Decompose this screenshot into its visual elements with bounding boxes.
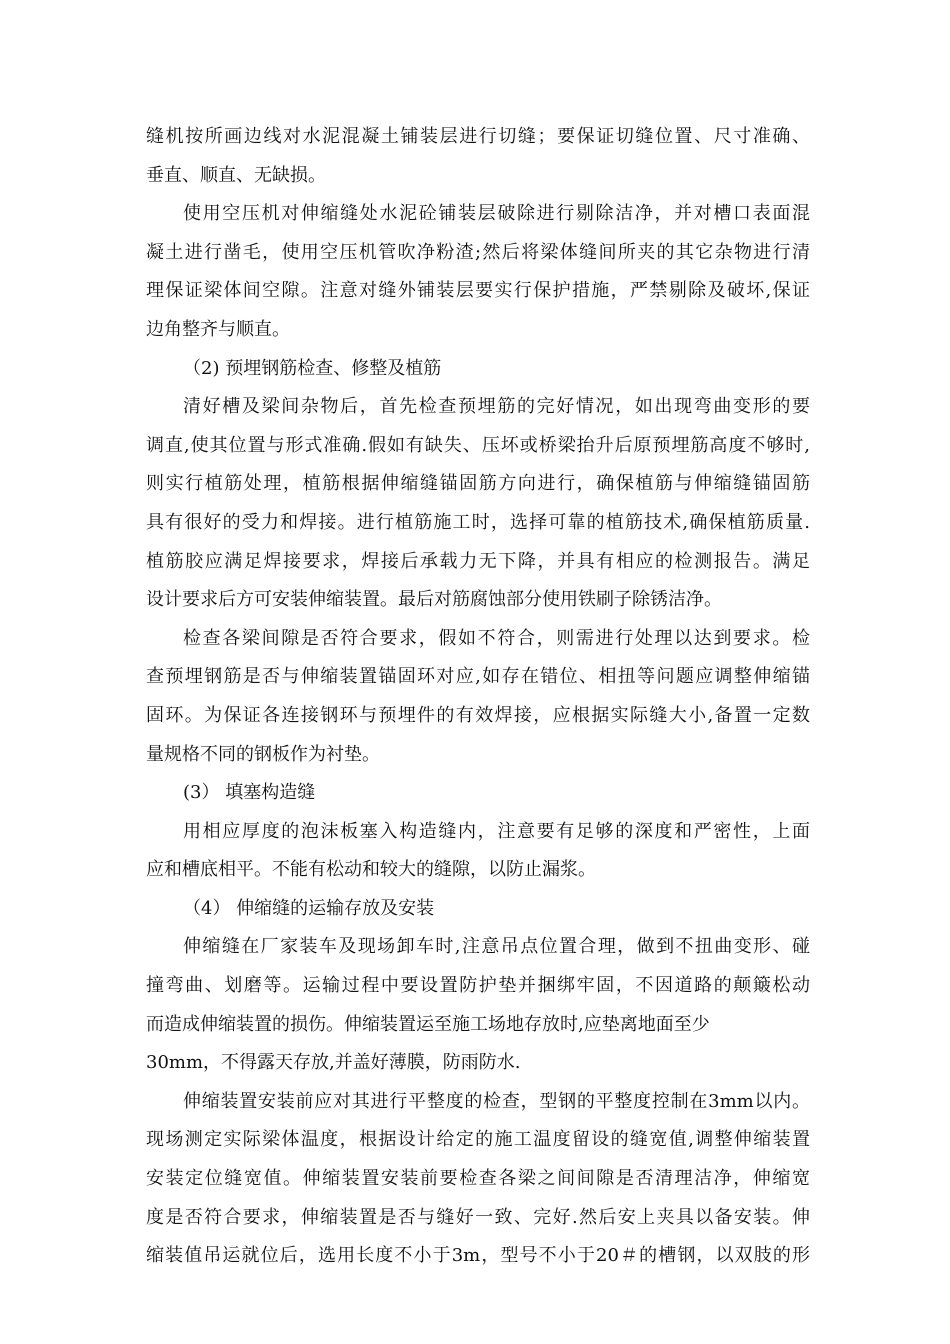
text-line: 使用空压机对伸缩缝处水泥砼铺装层破除进行剔除洁净，并对槽口表面混 [183, 203, 810, 225]
text-line: 30mm，不得露天存放,并盖好薄膜，防雨防水. [146, 1052, 521, 1074]
document-body [146, 118, 810, 1276]
text-line: 应和槽底相平。不能有松动和较大的缝隙，以防止漏浆。 [146, 859, 596, 881]
text-line: 固环。为保证各连接钢环与预埋件的有效焊接，应根据实际缝大小,备置一定数 [146, 704, 810, 726]
text-line: 量规格不同的钢板作为衬垫。 [146, 743, 380, 765]
text-line: 凝土进行凿毛，使用空压机管吹净粉渣;然后将梁体缝间所夹的其它杂物进行清 [146, 241, 810, 263]
text-line: 撞弯曲、划磨等。运输过程中要设置防护垫并捆绑牢固，不因道路的颠簸松动 [146, 975, 810, 997]
text-line: 查预埋钢筋是否与伸缩装置锚固环对应,如存在错位、相扭等问题应调整伸缩锚 [146, 666, 810, 688]
text-line: 而造成伸缩装置的损伤。伸缩装置运至施工场地存放时,应垫离地面至少 [146, 1013, 710, 1035]
text-line: 现场测定实际梁体温度，根据设计给定的施工温度留设的缝宽值,调整伸缩装置 [146, 1129, 810, 1151]
section-heading: （4） 伸缩缝的运输存放及安装 [183, 897, 435, 919]
text-line: 检查各梁间隙是否符合要求，假如不符合，则需进行处理以达到要求。检 [183, 627, 810, 649]
text-line: 设计要求后方可安装伸缩装置。最后对筋腐蚀部分使用铁刷子除锈洁净。 [146, 589, 722, 611]
text-line: 用相应厚度的泡沫板塞入构造缝内，注意要有足够的深度和严密性，上面 [183, 820, 810, 842]
text-line: 理保证梁体间空隙。注意对缝外铺装层要实行保护措施，严禁剔除及破坏,保证 [146, 280, 810, 302]
text-line: 具有很好的受力和焊接。进行植筋施工时，选择可靠的植筋技术,确保植筋质量. [146, 511, 810, 533]
section-heading: （2) 预埋钢筋检查、修整及植筋 [183, 357, 442, 379]
text-line: 度是否符合要求，伸缩装置是否与缝好一致、完好.然后安上夹具以备安装。伸 [146, 1206, 810, 1228]
text-line: 边角整齐与顺直。 [146, 318, 290, 340]
text-line: 缩装值吊运就位后，选用长度不小于3m，型号不小于20＃的槽钢，以双肢的形 [146, 1245, 810, 1267]
text-line: 植筋胶应满足焊接要求，焊接后承载力无下降，并具有相应的检测报告。满足 [146, 550, 810, 572]
text-line: 清好槽及梁间杂物后，首先检查预埋筋的完好情况，如出现弯曲变形的要 [183, 396, 810, 418]
text-line: 调直,使其位置与形式准确.假如有缺失、压坏或桥梁抬升后原预埋筋高度不够时, [146, 434, 810, 456]
text-line: 安装定位缝宽值。伸缩装置安装前要检查各梁之间间隙是否清理洁净，伸缩宽 [146, 1168, 810, 1190]
text-line: 缝机按所画边线对水泥混凝土铺装层进行切缝；要保证切缝位置、尺寸准确、 [146, 126, 810, 147]
section-heading: (3） 填塞构造缝 [183, 782, 316, 804]
text-line: 伸缩装置安装前应对其进行平整度的检查，型钢的平整度控制在3mm以内。 [183, 1090, 810, 1112]
text-line: 伸缩缝在厂家装车及现场卸车时,注意吊点位置合理，做到不扭曲变形、碰 [183, 936, 810, 958]
text-line: 垂直、顺直、无缺损。 [146, 164, 326, 186]
text-line: 则实行植筋处理，植筋根据伸缩缝锚固筋方向进行，确保植筋与伸缩缝锚固筋 [146, 473, 810, 495]
